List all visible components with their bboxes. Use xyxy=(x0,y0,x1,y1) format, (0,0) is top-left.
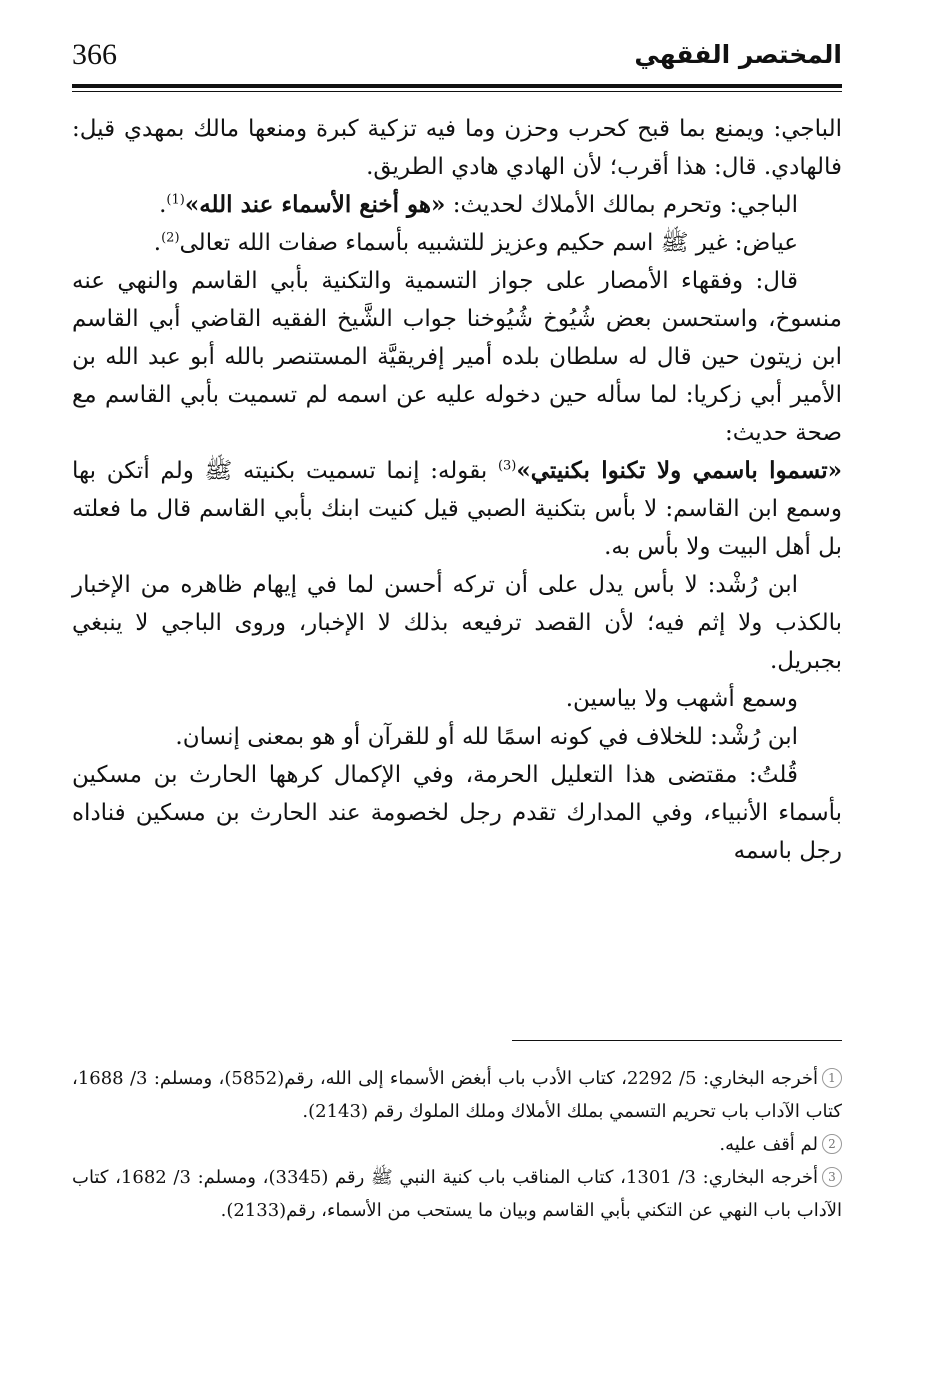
footnote-ref-3: (3) xyxy=(497,458,517,474)
footnotes xyxy=(72,1062,842,1227)
paragraph-5 xyxy=(72,452,842,566)
paragraph-text: ابن رُشْد: للخلاف في كونه اسمًا لله أو للقرآن أو هو بمعنى إنسان. xyxy=(175,724,798,750)
paragraph-3 xyxy=(72,224,842,262)
paragraph-text: عياض: غير ﷺ اسم حكيم وعزيز للتشبيه بأسماء صفات الله تعالى xyxy=(179,230,798,256)
paragraph-7 xyxy=(72,680,842,718)
paragraph-4 xyxy=(72,262,842,452)
header-rule-thin xyxy=(72,91,842,92)
paragraph-2 xyxy=(72,186,842,224)
paragraph-text: بقوله: إنما تسميت بكنيته ﷺ ولم أتكن بها وسمع ابن القاسم: لا بأس بتكنية الصبي قيل كنيت ابنك بأبي القاسم قال ما فعلته بل أهل البيت ولا بأس به. xyxy=(72,458,842,560)
footnote-text: أخرجه البخاري: 5/ 2292، كتاب الأدب باب أبغض الأسماء إلى الله، رقم(5852)، ومسلم: 3/ 1688، كتاب الآداب باب تحريم التسمي بملك الأملاك وملك الملوك رقم (2143). xyxy=(72,1068,842,1122)
hadith-quote: «هو أخنع الأسماء عند الله» xyxy=(184,191,446,218)
paragraph-text: الباجي: وتحرم بمالك الأملاك لحديث: xyxy=(445,192,798,218)
footnote-2 xyxy=(72,1128,842,1161)
paragraph-text: الباجي: ويمنع بما قبح كحرب وحزن وما فيه تزكية كبرة ومنعها مالك بمهدي قيل: فالهادي. قال: هذا أقرب؛ لأن الهادي هادي الطريق. xyxy=(72,116,842,180)
paragraph-text: قال: وفقهاء الأمصار على جواز التسمية والتكنية بأبي القاسم والنهي عنه منسوخ، واستحسن بعض شُيُوخ شُيُوخنا جواب الشَّيخ الفقيه القاضي أبي القاسم ابن زيتون حين قال له سلطان بلده أمير إفريقيَّة المستنصر بالله أبو عبد الله بن الأمير أبي زكريا: لما سأله حين دخوله عليه عن اسمه لم تسميت بأبي القاسم مع صحة حديث: xyxy=(72,268,842,446)
footnote-1 xyxy=(72,1062,842,1128)
document-page xyxy=(72,38,842,1221)
paragraph-1 xyxy=(72,110,842,186)
paragraph-text: . xyxy=(153,230,162,256)
paragraph-8 xyxy=(72,718,842,756)
footnote-mark: 1 xyxy=(822,1068,842,1088)
footnote-3 xyxy=(72,1161,842,1227)
footnote-separator xyxy=(512,1040,842,1041)
footnote-mark: 2 xyxy=(822,1134,842,1154)
paragraph-9 xyxy=(72,756,842,870)
footnote-ref-1: (1) xyxy=(166,192,185,208)
running-title: المختصر الفقهي xyxy=(634,40,842,69)
footnote-mark: 3 xyxy=(822,1167,842,1187)
paragraph-text: وسمع أشهب ولا بياسين. xyxy=(565,686,798,712)
paragraph-text: قُلتُ: مقتضى هذا التعليل الحرمة، وفي الإكمال كرهها الحارث بن مسكين بأسماء الأنبياء، وفي المدارك تقدم رجل لخصومة عند الحارث بن مسكين فناداه رجل باسمه xyxy=(72,762,842,864)
paragraph-text: ابن رُشْد: لا بأس يدل على أن تركه أحسن لما في إيهام ظاهره من الإخبار بالكذب ولا إثم فيه؛ لأن القصد ترفيعه بذلك لا الإخبار، وروى الباجي لا ينبغي بجبريل. xyxy=(72,572,842,674)
hadith-quote: «تسموا باسمي ولا تكنوا بكنيتي» xyxy=(516,457,842,484)
header-rule-thick xyxy=(72,84,842,88)
paragraph-text: . xyxy=(159,192,167,218)
footnote-ref-2: (2) xyxy=(161,230,180,246)
footnote-text: أخرجه البخاري: 3/ 1301، كتاب المناقب باب كنية النبي ﷺ رقم (3345)، ومسلم: 3/ 1682، كتاب الآداب باب النهي عن التكني بأبي القاسم وبيان ما يستحب من الأسماء، رقم(2133). xyxy=(72,1167,842,1221)
page-header xyxy=(72,38,842,84)
page-number: 366 xyxy=(72,38,117,71)
footnote-text: لم أقف عليه. xyxy=(719,1134,818,1155)
paragraph-6 xyxy=(72,566,842,680)
main-text xyxy=(72,110,842,870)
